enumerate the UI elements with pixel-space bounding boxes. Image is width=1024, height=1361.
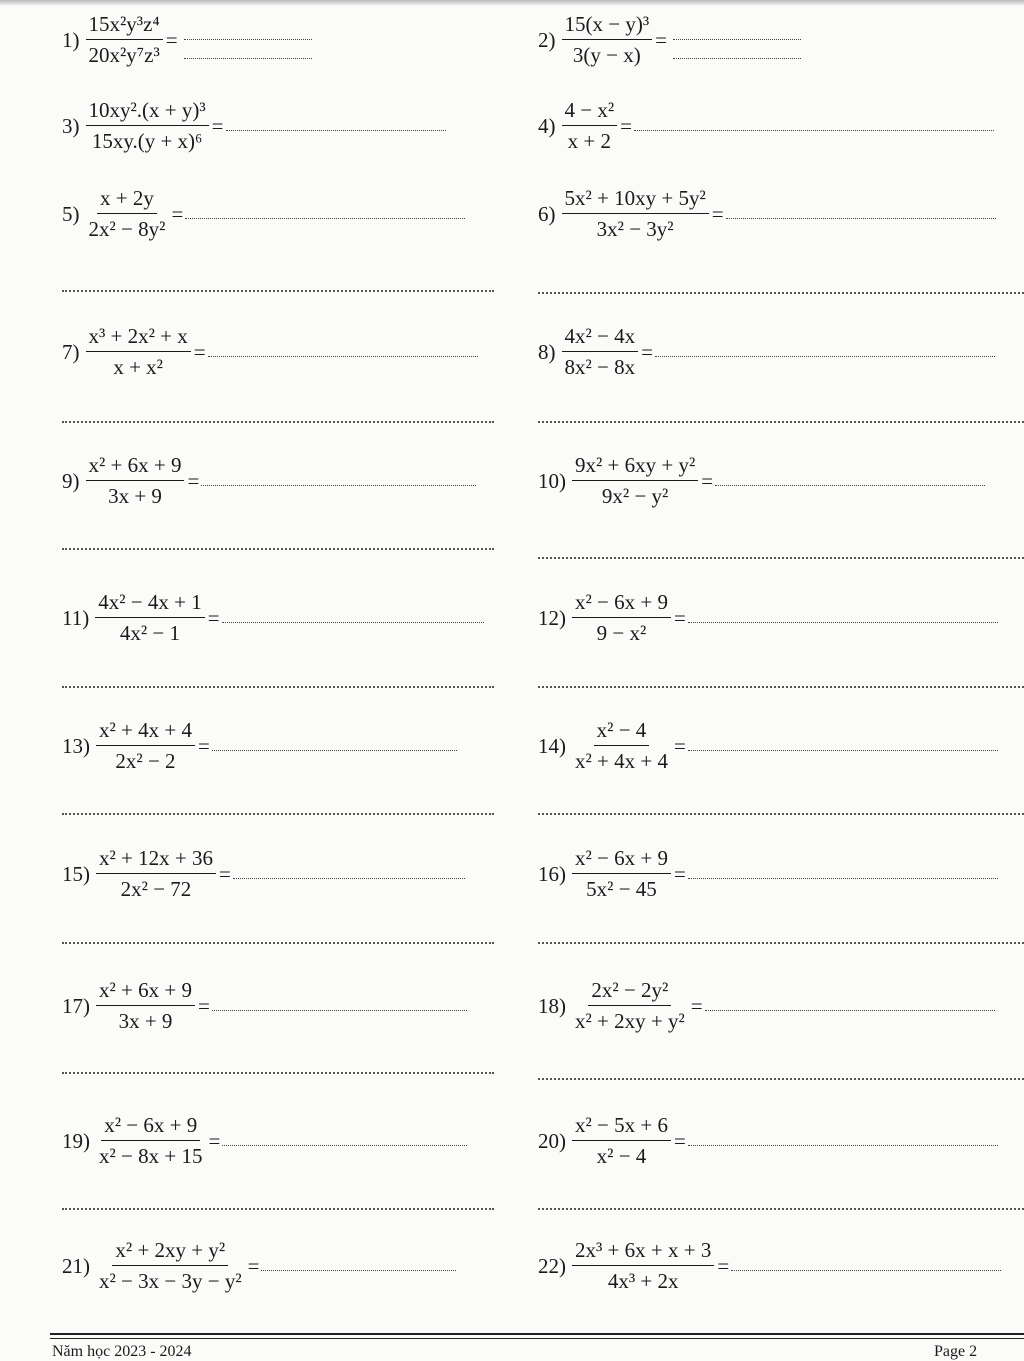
problem-2 bbox=[538, 14, 801, 66]
answer-blank[interactable] bbox=[222, 622, 484, 623]
problem-5 bbox=[62, 188, 465, 240]
problem-6 bbox=[538, 188, 996, 240]
problem-19 bbox=[62, 1115, 467, 1167]
problem-number: 16) bbox=[538, 861, 566, 886]
equals-sign: = bbox=[673, 1128, 686, 1153]
answer-blank[interactable] bbox=[634, 130, 994, 131]
equals-sign: = bbox=[193, 339, 206, 364]
fraction bbox=[572, 720, 671, 772]
problem-number: 19) bbox=[62, 1128, 90, 1153]
denominator: 8x² − 8x bbox=[564, 355, 636, 379]
answer-blank[interactable] bbox=[212, 1010, 467, 1011]
denominator: x² + 4x + 4 bbox=[575, 749, 668, 773]
denominator: x² + 2xy + y² bbox=[575, 1009, 685, 1033]
fraction bbox=[86, 455, 185, 507]
equals-sign: = bbox=[620, 113, 632, 138]
fraction bbox=[86, 326, 191, 378]
problem-3 bbox=[62, 100, 446, 152]
equals-sign: = bbox=[673, 861, 686, 886]
equals-sign: = bbox=[187, 468, 200, 493]
problem-number: 7) bbox=[62, 339, 80, 364]
answer-blank[interactable] bbox=[705, 1010, 995, 1011]
fraction bbox=[572, 1115, 671, 1167]
problem-4 bbox=[538, 100, 994, 152]
work-line[interactable] bbox=[62, 942, 494, 944]
answer-blank[interactable] bbox=[233, 878, 465, 879]
answer-blank[interactable] bbox=[655, 356, 995, 357]
numerator: x² − 6x + 9 bbox=[101, 1115, 200, 1141]
denominator: 4x² − 1 bbox=[119, 621, 181, 645]
answer-blank[interactable] bbox=[222, 1145, 467, 1146]
answer-blank[interactable] bbox=[212, 750, 457, 751]
fraction bbox=[96, 1115, 205, 1167]
problem-15 bbox=[62, 848, 465, 900]
problem-number: 21) bbox=[62, 1253, 90, 1278]
problem-8 bbox=[538, 326, 995, 378]
answer-blank[interactable] bbox=[208, 356, 478, 357]
problem-9 bbox=[62, 455, 476, 507]
fraction bbox=[86, 188, 169, 240]
fraction bbox=[572, 1240, 714, 1292]
fraction bbox=[572, 980, 688, 1032]
problem-12 bbox=[538, 592, 998, 644]
work-line[interactable] bbox=[62, 1208, 494, 1210]
denominator: x + x² bbox=[113, 355, 163, 379]
numerator: x² − 4 bbox=[594, 720, 650, 746]
work-line[interactable] bbox=[62, 686, 494, 688]
work-line[interactable] bbox=[62, 290, 494, 292]
equals-sign: = bbox=[711, 201, 724, 226]
problem-20 bbox=[538, 1115, 998, 1167]
equals-sign: = bbox=[247, 1253, 260, 1278]
answer-blank[interactable] bbox=[688, 750, 998, 751]
problem-21 bbox=[62, 1240, 456, 1292]
denominator: 3x + 9 bbox=[118, 1009, 173, 1033]
denominator: 5x² − 45 bbox=[586, 877, 657, 901]
equals-sign: = bbox=[208, 1128, 221, 1153]
answer-blank[interactable] bbox=[715, 485, 985, 486]
numerator: 15x²y³z⁴ bbox=[86, 14, 163, 40]
fraction bbox=[562, 326, 639, 378]
equals-sign: = bbox=[197, 733, 210, 758]
answer-blank[interactable] bbox=[688, 622, 998, 623]
problem-7 bbox=[62, 326, 478, 378]
work-line[interactable] bbox=[62, 813, 494, 815]
answer-blank[interactable] bbox=[726, 218, 996, 219]
denominator: 3(y − x) bbox=[572, 43, 641, 67]
numerator: 2x³ + 6x + x + 3 bbox=[572, 1240, 714, 1266]
work-line[interactable] bbox=[538, 813, 1024, 815]
fraction bbox=[96, 980, 195, 1032]
footer-rule-thin bbox=[50, 1338, 1024, 1339]
problem-number: 18) bbox=[538, 993, 566, 1018]
answer-blank[interactable] bbox=[688, 878, 998, 879]
denominator: 15xy.(y + x)⁶ bbox=[91, 129, 203, 153]
work-line[interactable] bbox=[538, 686, 1024, 688]
numerator: x³ + 2x² + x bbox=[86, 326, 191, 352]
fraction bbox=[96, 848, 216, 900]
problem-14 bbox=[538, 720, 998, 772]
work-line[interactable] bbox=[62, 421, 494, 423]
numerator: x² + 6x + 9 bbox=[96, 980, 195, 1006]
numerator: x² − 6x + 9 bbox=[572, 848, 671, 874]
numerator: 15(x − y)³ bbox=[562, 14, 653, 40]
problem-16 bbox=[538, 848, 998, 900]
problem-22 bbox=[538, 1240, 1001, 1292]
problem-number: 5) bbox=[62, 201, 80, 226]
answer-blank[interactable] bbox=[201, 485, 476, 486]
equals-sign: = bbox=[690, 993, 703, 1018]
problem-number: 1) bbox=[62, 27, 80, 52]
equals-sign: = bbox=[717, 1253, 730, 1278]
problem-number: 22) bbox=[538, 1253, 566, 1278]
numerator: 2x² − 2y² bbox=[588, 980, 671, 1006]
answer-blank[interactable] bbox=[688, 1145, 998, 1146]
problem-18 bbox=[538, 980, 995, 1032]
work-line[interactable] bbox=[538, 1208, 1024, 1210]
problem-number: 12) bbox=[538, 605, 566, 630]
equals-sign: = bbox=[673, 605, 686, 630]
problem-17 bbox=[62, 980, 467, 1032]
work-line[interactable] bbox=[538, 557, 1024, 559]
answer-blank[interactable] bbox=[261, 1270, 456, 1271]
fraction bbox=[95, 592, 204, 644]
numerator: x² + 4x + 4 bbox=[96, 720, 195, 746]
work-line[interactable] bbox=[538, 1078, 1024, 1080]
problem-number: 11) bbox=[62, 605, 90, 630]
footer-rule bbox=[50, 1333, 1024, 1335]
equals-sign: = bbox=[197, 993, 210, 1018]
problem-13 bbox=[62, 720, 457, 772]
equals-sign: = bbox=[207, 605, 220, 630]
fraction bbox=[562, 100, 618, 152]
denominator: 4x³ + 2x bbox=[607, 1269, 679, 1293]
answer-blank[interactable] bbox=[226, 130, 446, 131]
numerator: 4x² − 4x bbox=[562, 326, 639, 352]
work-line[interactable] bbox=[62, 1072, 494, 1074]
fraction bbox=[96, 1240, 245, 1292]
numerator: 4x² − 4x + 1 bbox=[95, 592, 204, 618]
problem-number: 9) bbox=[62, 468, 80, 493]
problem-10 bbox=[538, 455, 985, 507]
problem-number: 8) bbox=[538, 339, 556, 364]
equals-sign: = bbox=[165, 27, 178, 52]
footer-page-number: Page 2 bbox=[934, 1343, 978, 1360]
fraction bbox=[96, 720, 195, 772]
answer-blank[interactable] bbox=[185, 218, 465, 219]
answer-blank[interactable] bbox=[731, 1270, 1001, 1271]
numerator: x² − 6x + 9 bbox=[572, 592, 671, 618]
equals-sign: = bbox=[673, 733, 686, 758]
numerator: x + 2y bbox=[97, 188, 157, 214]
problem-number: 10) bbox=[538, 468, 566, 493]
equals-sign: = bbox=[218, 861, 231, 886]
problem-number: 13) bbox=[62, 733, 90, 758]
work-line[interactable] bbox=[538, 942, 1024, 944]
problem-number: 6) bbox=[538, 201, 556, 226]
problem-1 bbox=[62, 14, 312, 66]
numerator: 10xy².(x + y)³ bbox=[86, 100, 209, 126]
problem-number: 20) bbox=[538, 1128, 566, 1153]
answer-blank-fraction[interactable] bbox=[673, 21, 801, 59]
denominator: x² − 8x + 15 bbox=[99, 1144, 203, 1168]
denominator: 3x + 9 bbox=[108, 484, 162, 508]
fraction bbox=[562, 14, 653, 66]
equals-sign: = bbox=[701, 468, 714, 493]
equals-sign: = bbox=[171, 201, 184, 226]
equals-sign: = bbox=[655, 27, 667, 52]
fraction bbox=[562, 188, 709, 240]
problem-number: 15) bbox=[62, 861, 90, 886]
footer-school-year: Năm học 2023 - 2024 bbox=[52, 1343, 192, 1360]
equals-sign: = bbox=[211, 113, 224, 138]
problem-number: 4) bbox=[538, 113, 556, 138]
fraction bbox=[86, 100, 209, 152]
denominator: 2x² − 2 bbox=[115, 749, 176, 773]
numerator: x² + 2xy + y² bbox=[112, 1240, 228, 1266]
problem-number: 3) bbox=[62, 113, 80, 138]
fraction bbox=[572, 848, 671, 900]
numerator: x² − 5x + 6 bbox=[572, 1115, 671, 1141]
denominator: x² − 4 bbox=[596, 1144, 647, 1168]
answer-blank-fraction[interactable] bbox=[184, 21, 312, 59]
denominator: 3x² − 3y² bbox=[596, 217, 674, 241]
work-line[interactable] bbox=[62, 548, 494, 550]
work-line[interactable] bbox=[538, 421, 1024, 423]
fraction bbox=[86, 14, 163, 66]
top-edge-shadow bbox=[0, 0, 1024, 6]
problem-number: 2) bbox=[538, 27, 556, 52]
denominator: x² − 3x − 3y − y² bbox=[99, 1269, 242, 1293]
fraction bbox=[572, 455, 698, 507]
denominator: 9 − x² bbox=[596, 621, 647, 645]
numerator: x² + 12x + 36 bbox=[96, 848, 216, 874]
denominator: 9x² − y² bbox=[601, 484, 669, 508]
fraction bbox=[572, 592, 671, 644]
problem-number: 17) bbox=[62, 993, 90, 1018]
denominator: 2x² − 8y² bbox=[88, 217, 166, 241]
numerator: x² + 6x + 9 bbox=[86, 455, 185, 481]
work-line[interactable] bbox=[538, 292, 1024, 294]
denominator: x + 2 bbox=[567, 129, 611, 153]
equals-sign: = bbox=[641, 339, 653, 364]
numerator: 5x² + 10xy + 5y² bbox=[562, 188, 709, 214]
problem-11 bbox=[62, 592, 484, 644]
problem-number: 14) bbox=[538, 733, 566, 758]
numerator: 9x² + 6xy + y² bbox=[572, 455, 698, 481]
numerator: 4 − x² bbox=[562, 100, 618, 126]
denominator: 2x² − 72 bbox=[120, 877, 192, 901]
denominator: 20x²y⁷z³ bbox=[88, 43, 160, 67]
